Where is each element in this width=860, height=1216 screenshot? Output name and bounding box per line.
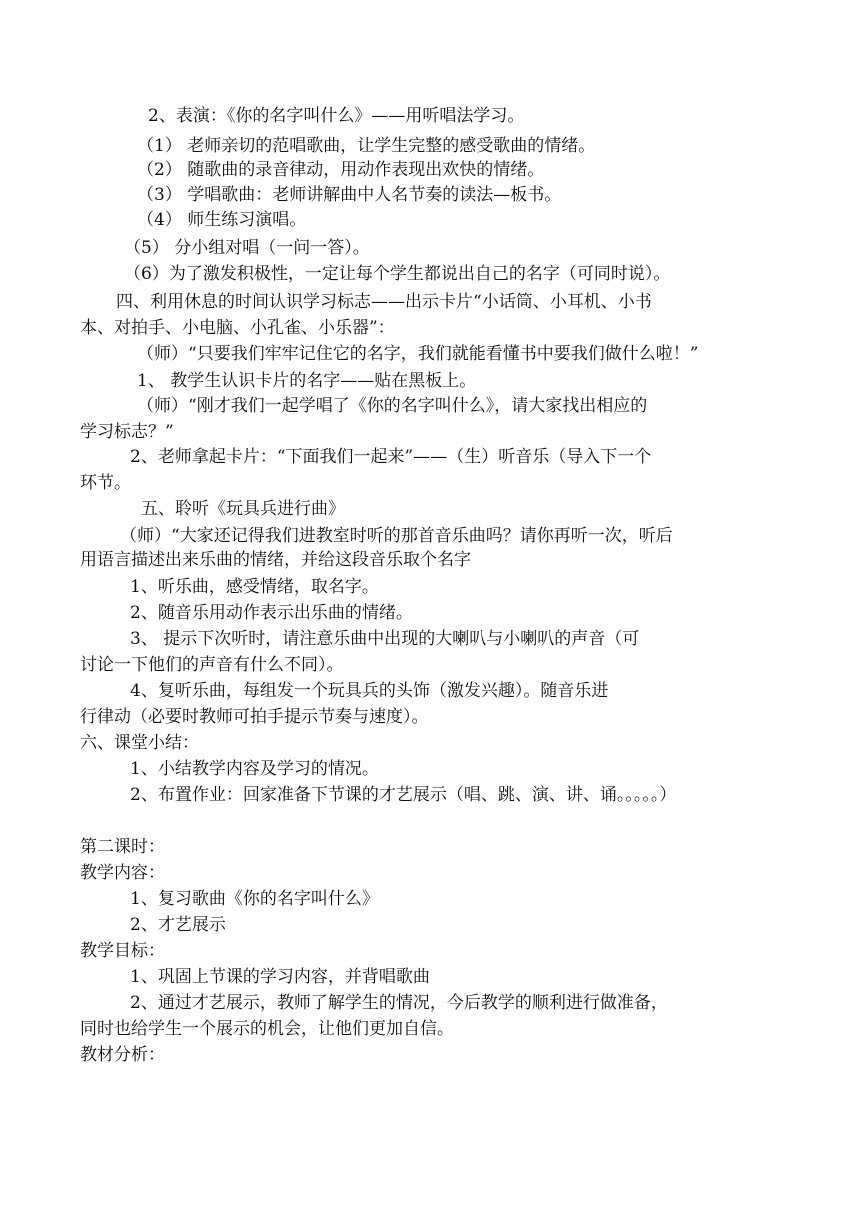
text-line: 环节。 bbox=[80, 473, 131, 493]
text-line: （师）“刚才我们一起学唱了《你的名字叫什么》，请大家找出相应的 bbox=[137, 396, 648, 416]
text-line: 3、 提示下次听时，请注意乐曲中出现的大喇叭与小喇叭的声音（可 bbox=[130, 629, 640, 649]
text-line: 1、复习歌曲《你的名字叫什么》 bbox=[130, 889, 379, 909]
text-line: 2、随音乐用动作表示出乐曲的情绪。 bbox=[130, 603, 413, 623]
text-line: 2、布置作业：回家准备下节课的才艺展示（唱、跳、演、讲、诵。。。。。） bbox=[130, 785, 677, 805]
section-heading: 教学目标： bbox=[80, 941, 165, 961]
text-line: 2、表演：《你的名字叫什么》——用听唱法学习。 bbox=[148, 106, 525, 126]
section-heading: 教学内容： bbox=[80, 863, 165, 883]
text-line: 1、巩固上节课的学习内容，并背唱歌曲 bbox=[130, 967, 430, 987]
text-line: 1、 教学生认识卡片的名字——贴在黑板上。 bbox=[137, 371, 477, 391]
text-line: 1、小结教学内容及学习的情况。 bbox=[130, 759, 379, 779]
text-line: （6）为了激发积极性，一定让每个学生都说出自己的名字（可同时说）。 bbox=[124, 264, 671, 284]
text-line: 本、对拍手、小电脑、小孔雀、小乐器”： bbox=[80, 318, 395, 338]
text-line: 同时也给学生一个展示的机会，让他们更加自信。 bbox=[80, 1019, 454, 1039]
section-heading: 第二课时： bbox=[80, 837, 165, 857]
text-line: （5） 分小组对唱（一问一答）。 bbox=[124, 238, 370, 258]
text-line: 2、才艺展示 bbox=[130, 915, 226, 935]
text-line: 学习标志？” bbox=[80, 422, 174, 442]
text-line: 4、复听乐曲，每组发一个玩具兵的头饰（激发兴趣）。随音乐进 bbox=[130, 681, 609, 701]
text-line: 1、听乐曲，感受情绪，取名字。 bbox=[130, 577, 379, 597]
text-line: 行律动（必要时教师可拍手提示节奏与速度）。 bbox=[80, 707, 429, 727]
text-line: （师）“大家还记得我们进教室时听的那首音乐曲吗？请你再听一次，听后 bbox=[120, 526, 673, 546]
text-line: （3） 学唱歌曲：老师讲解曲中人名节奏的读法—板书。 bbox=[137, 185, 562, 205]
section-heading: 六、课堂小结： bbox=[80, 733, 199, 753]
text-line: （4） 师生练习演唱。 bbox=[137, 210, 307, 230]
text-line: （1） 老师亲切的范唱歌曲，让学生完整的感受歌曲的情绪。 bbox=[137, 136, 596, 156]
text-line: （2） 随歌曲的录音律动，用动作表现出欢快的情绪。 bbox=[137, 160, 545, 180]
text-line: 用语言描述出来乐曲的情绪，并给这段音乐取个名字 bbox=[80, 550, 471, 570]
section-heading: 四、利用休息的时间认识学习标志——出示卡片“小话筒、小耳机、小书 bbox=[116, 292, 652, 312]
section-heading: 五、聆听《玩具兵进行曲》 bbox=[141, 499, 345, 519]
text-line: 2、老师拿起卡片：“下面我们一起来”——（生）听音乐（导入下一个 bbox=[130, 447, 652, 467]
text-line: 讨论一下他们的声音有什么不同）。 bbox=[80, 655, 344, 675]
section-heading: 教材分析： bbox=[80, 1045, 165, 1065]
text-line: （师）“只要我们牢牢记住它的名字，我们就能看懂书中要我们做什么啦！” bbox=[137, 344, 699, 364]
text-line: 2、通过才艺展示，教师了解学生的情况，今后教学的顺利进行做准备， bbox=[130, 993, 668, 1013]
